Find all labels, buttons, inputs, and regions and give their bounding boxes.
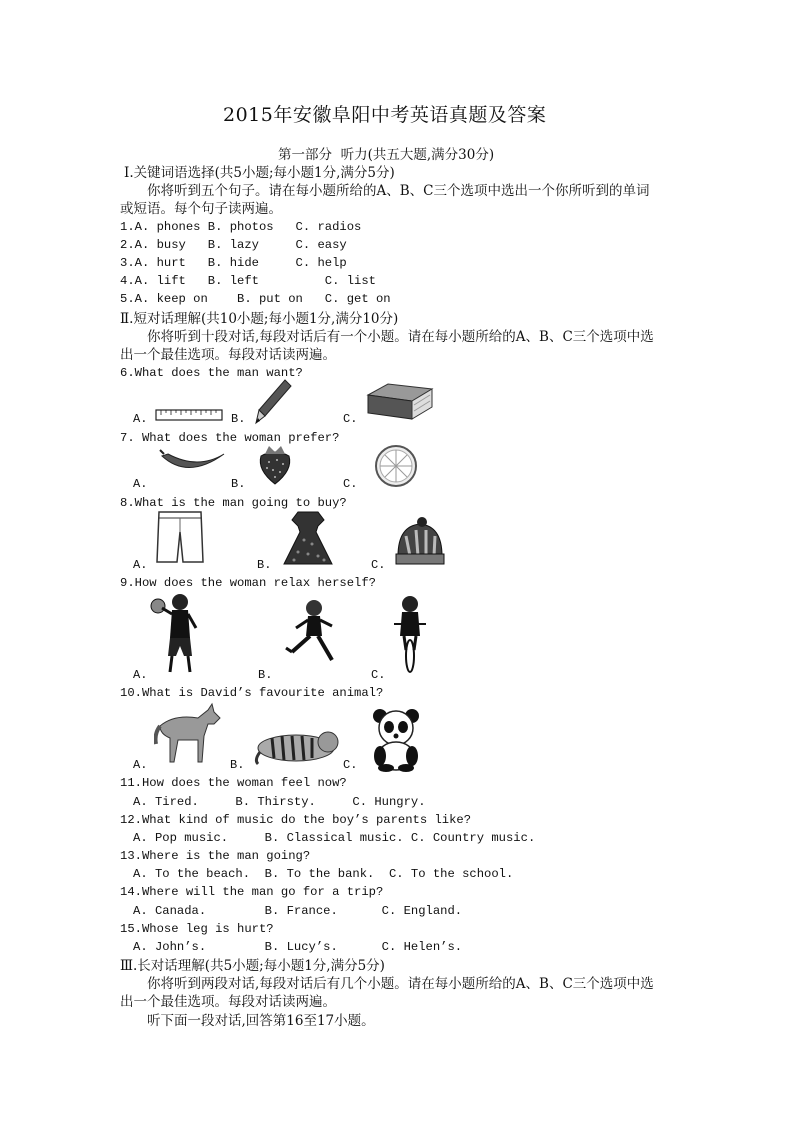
tiger-image bbox=[252, 722, 340, 766]
question-14-options: A. Canada. B. France. C. England. bbox=[133, 904, 463, 918]
option-c-label: C. bbox=[343, 758, 358, 772]
option-c-label: C. bbox=[343, 412, 358, 426]
question-4: 4.A. lift B. left C. list bbox=[120, 274, 376, 288]
section3-instruction-sub: 听下面一段对话,回答第16至17小题。 bbox=[147, 1013, 375, 1029]
section3-heading: Ⅲ.长对话理解(共5小题;每小题1分,满分5分) bbox=[120, 958, 385, 974]
question-13-options: A. To the beach. B. To the bank. C. To the school. bbox=[133, 867, 514, 881]
question-2: 2.A. busy B. lazy C. easy bbox=[120, 238, 347, 252]
question-12: 12.What kind of music do the boy’s parents like? bbox=[120, 813, 472, 827]
question-15: 15.Whose leg is hurt? bbox=[120, 922, 274, 936]
strawberry-image bbox=[255, 444, 295, 486]
option-a-label: A. bbox=[133, 558, 148, 572]
option-a-label: A. bbox=[133, 412, 148, 426]
option-b-label: B. bbox=[257, 558, 272, 572]
option-a-label: A. bbox=[133, 668, 148, 682]
ruler-image bbox=[155, 409, 223, 421]
option-c-label: C. bbox=[343, 477, 358, 491]
book-image bbox=[366, 381, 434, 423]
orange-image bbox=[372, 444, 420, 488]
question-15-options: A. John’s. B. Lucy’s. C. Helen’s. bbox=[133, 940, 463, 954]
section3-instruction-cont: 出一个最佳选项。每段对话读两遍。 bbox=[120, 994, 336, 1010]
panda-image bbox=[368, 706, 424, 772]
hat-image bbox=[392, 516, 448, 568]
section2-instruction-cont: 出一个最佳选项。每段对话读两遍。 bbox=[120, 347, 336, 363]
section1-instruction-cont: 或短语。每个句子读两遍。 bbox=[120, 201, 282, 217]
option-a-label: A. bbox=[133, 477, 148, 491]
question-8: 8.What is the man going to buy? bbox=[120, 496, 347, 510]
question-3: 3.A. hurt B. hide C. help bbox=[120, 256, 347, 270]
question-5: 5.A. keep on B. put on C. get on bbox=[120, 292, 391, 306]
question-1: 1.A. phones B. photos C. radios bbox=[120, 220, 362, 234]
wolf-image bbox=[154, 700, 222, 766]
question-6: 6.What does the man want? bbox=[120, 366, 303, 380]
question-13: 13.Where is the man going? bbox=[120, 849, 311, 863]
banana-image bbox=[158, 448, 228, 478]
girl-running-image bbox=[280, 598, 346, 668]
girl-cycling-image bbox=[390, 594, 430, 676]
option-b-label: B. bbox=[258, 668, 273, 682]
option-b-label: B. bbox=[231, 412, 246, 426]
section2-instruction: 你将听到十段对话,每段对话后有一个小题。请在每小题所给的A、B、C三个选项中选 bbox=[147, 329, 654, 345]
question-14: 14.Where will the man go for a trip? bbox=[120, 885, 384, 899]
question-11-options: A. Tired. B. Thirsty. C. Hungry. bbox=[133, 795, 426, 809]
question-11: 11.How does the woman feel now? bbox=[120, 776, 347, 790]
question-12-options: A. Pop music. B. Classical music. C. Country music. bbox=[133, 831, 536, 845]
option-c-label: C. bbox=[371, 668, 386, 682]
dress-image bbox=[280, 510, 336, 568]
section1-instruction: 你将听到五个句子。请在每小题所给的A、B、C三个选项中选出一个你所听到的单词 bbox=[147, 183, 650, 199]
pencil-image bbox=[253, 378, 293, 426]
page-title: 2015年安徽阜阳中考英语真题及答案 bbox=[223, 104, 547, 126]
part1-header: 第一部分 听力(共五大题,满分30分) bbox=[278, 147, 495, 163]
section1-heading: Ⅰ.关键词语选择(共5小题;每小题1分,满分5分) bbox=[124, 165, 395, 181]
shorts-image bbox=[155, 510, 205, 566]
question-9: 9.How does the woman relax herself? bbox=[120, 576, 376, 590]
section2-heading: Ⅱ.短对话理解(共10小题;每小题1分,满分10分) bbox=[120, 311, 399, 327]
question-10: 10.What is David’s favourite animal? bbox=[120, 686, 384, 700]
option-c-label: C. bbox=[371, 558, 386, 572]
section3-instruction: 你将听到两段对话,每段对话后有几个小题。请在每小题所给的A、B、C三个选项中选 bbox=[147, 976, 654, 992]
girl-volleyball-image bbox=[150, 592, 206, 678]
option-b-label: B. bbox=[231, 477, 246, 491]
option-a-label: A. bbox=[133, 758, 148, 772]
question-7: 7. What does the woman prefer? bbox=[120, 431, 340, 445]
option-b-label: B. bbox=[230, 758, 245, 772]
